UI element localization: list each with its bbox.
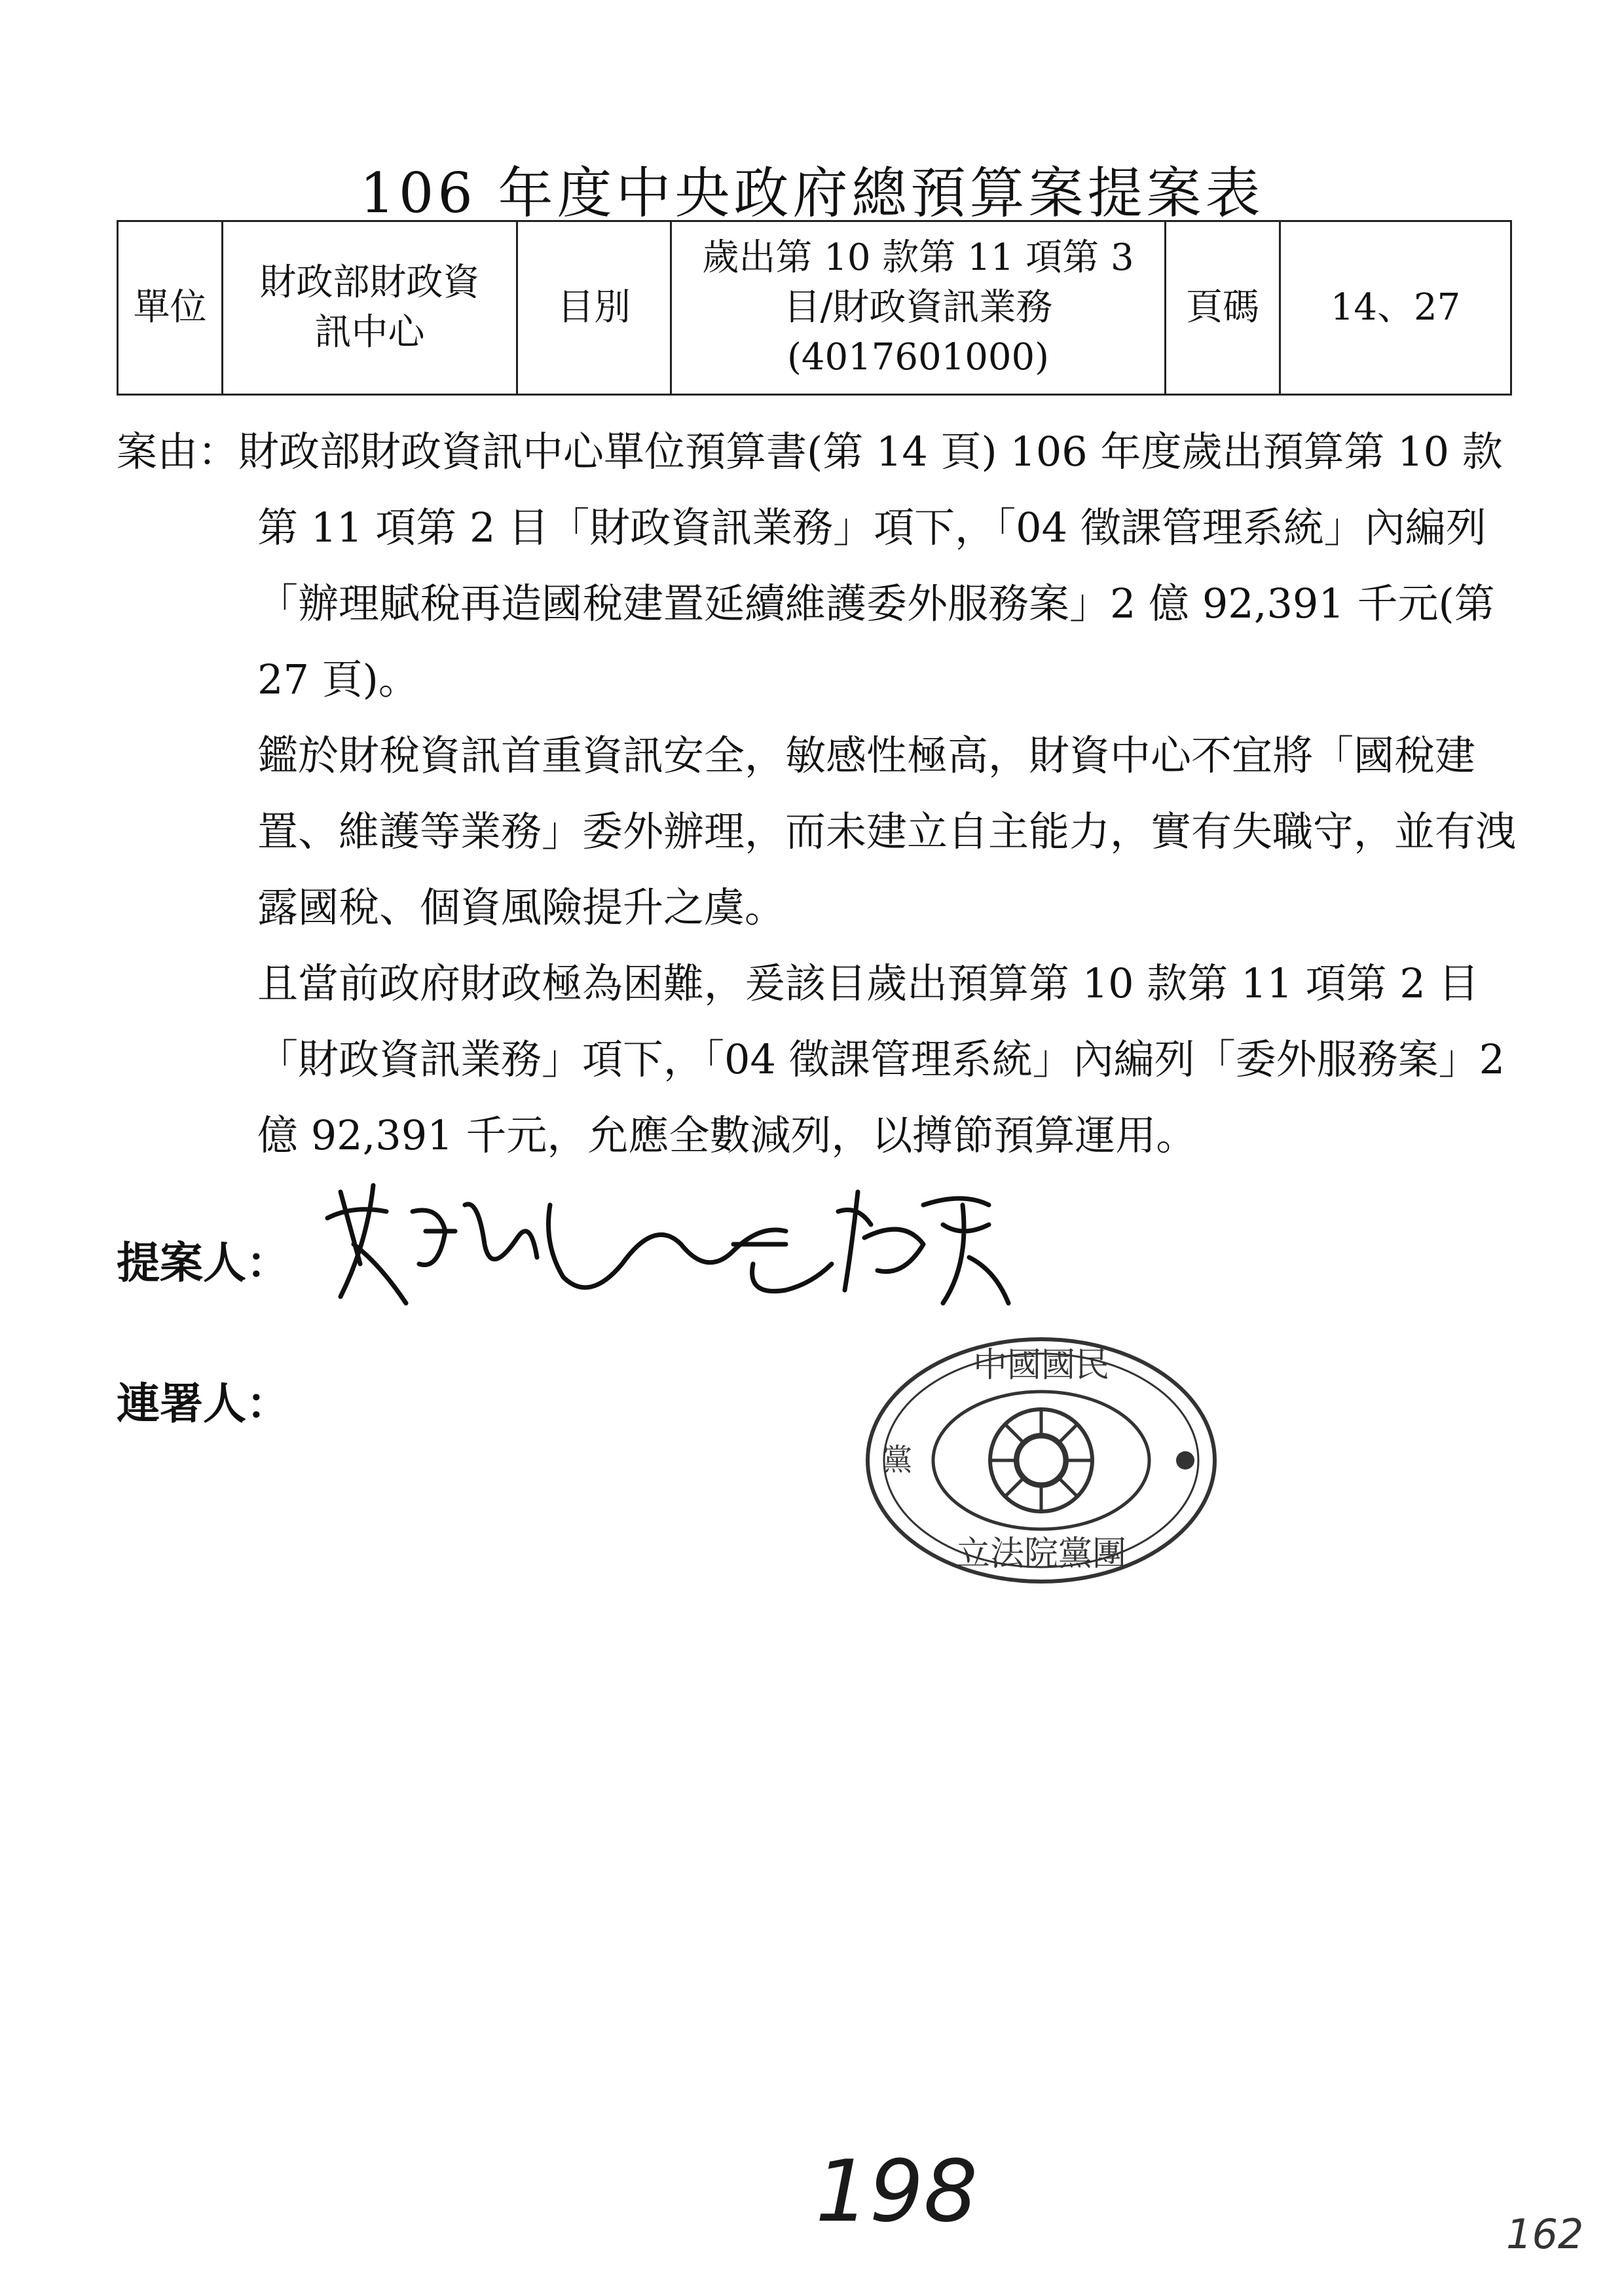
document-title: 106 年度中央政府總預算案提案表 <box>360 161 1264 225</box>
handwritten-signature <box>314 1166 1100 1336</box>
proposal-reason: 案由：財政部財政資訊中心單位預算書(第 14 頁) 106 年度歲出預算第 10 款第 11 項第 2 目「財政資訊業務」項下，「04 徵課管理系統」內編列「辦理賦稅再造國稅建置延續維護委外服務案」2 億 92,391 千元(第 27 頁)。 <box>117 428 1503 703</box>
item-value <box>671 221 1166 395</box>
page-value: 14、27 <box>1280 221 1511 395</box>
corner-page-number: 162 <box>1506 2210 1584 2258</box>
item-label: 目別 <box>517 221 671 395</box>
unit-value <box>223 221 517 395</box>
proposal-paragraph-2: 鑑於財稅資訊首重資訊安全，敏感性極高，財資中心不宜將「國稅建置、維護等業務」委外辦理，而未建立自主能力，實有失職守，並有洩露國稅、個資風險提升之虞。 <box>257 731 1517 931</box>
party-seal <box>858 1329 1225 1591</box>
proposal-paragraph-3: 且當前政府財政極為困難，爰該目歲出預算第 10 款第 11 項第 2 目「財政資訊業務」項下，「04 徵課管理系統」內編列「委外服務案」2 億 92,391 千元，允應全數減列，以撙節預算運用。 <box>257 959 1505 1159</box>
page-number: 198 <box>815 2141 978 2241</box>
cosigner-label: 連署人： <box>117 1379 289 1429</box>
proposer-label: 提案人： <box>117 1238 289 1288</box>
seal-bottom-text: 立法院黨團 <box>955 1534 1127 1574</box>
item-value-line2: 目/財政資訊業務 <box>783 286 1053 329</box>
info-table <box>117 220 1512 396</box>
proposal-body <box>117 414 1531 1174</box>
seal-top-text: 中國國民 <box>972 1346 1110 1385</box>
unit-value-line1: 財政部財政資 <box>259 261 480 304</box>
unit-label: 單位 <box>118 221 223 395</box>
item-value-line3: (4017601000) <box>787 336 1049 379</box>
item-value-line1: 歲出第 10 款第 11 項第 3 <box>702 236 1134 279</box>
unit-value-line2: 訊中心 <box>314 311 425 354</box>
page-label: 頁碼 <box>1166 221 1280 395</box>
seal-side-text: 黨 <box>882 1442 912 1477</box>
